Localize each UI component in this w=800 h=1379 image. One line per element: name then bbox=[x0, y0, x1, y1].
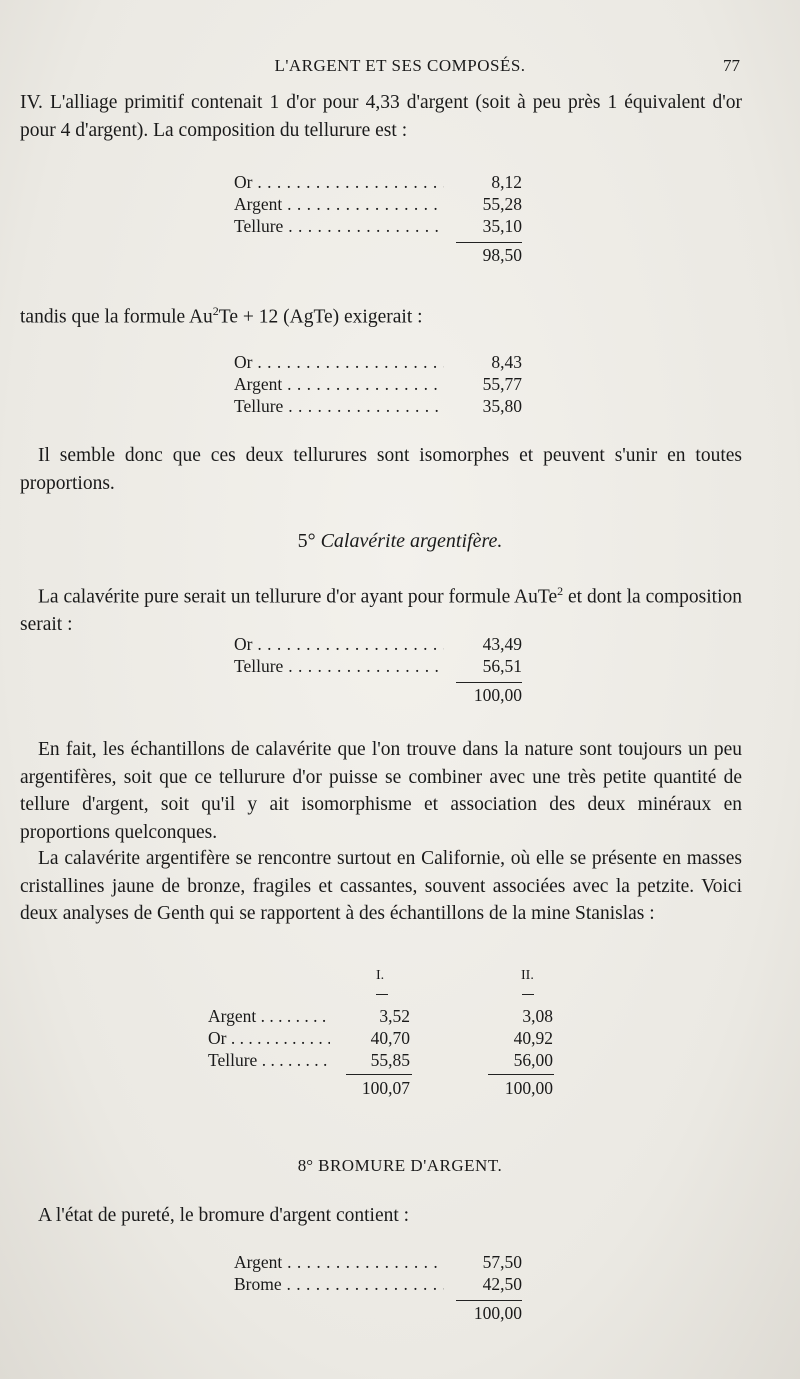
element-label: Tellure . . . bbox=[234, 396, 444, 417]
composition-row bbox=[234, 396, 522, 418]
section-heading-calaverite bbox=[0, 530, 800, 553]
composition-row bbox=[234, 172, 522, 194]
paragraph-isomorphism: Il semble donc que ces deux tellurures sont isomorphes et peuvent s'unir en toutes proportions. bbox=[20, 445, 742, 494]
formula-text: Te + 12 (AgTe) exigerait : bbox=[218, 306, 423, 328]
section-number: 5° bbox=[297, 530, 316, 552]
paragraph-alloy: IV. L'alliage primitif contenait 1 d'or pour 4,33 d'argent (soit à peu près 1 équivalent d'or pour 4 d'argent). La composition du tellurure est : bbox=[20, 92, 742, 141]
paragraph-text: La calavérite pure serait un tellurure d'or ayant pour formule AuTe bbox=[38, 586, 558, 608]
composition-row bbox=[234, 374, 522, 396]
element-value: 35,10 bbox=[482, 216, 522, 236]
element-label: Or . . . bbox=[234, 634, 444, 655]
element-label: Or . . . bbox=[234, 352, 444, 373]
analysis-header bbox=[208, 968, 553, 992]
section-title: BROMURE D'ARGENT. bbox=[318, 1156, 503, 1175]
section-number: 8° bbox=[297, 1156, 314, 1175]
composition-table-4 bbox=[234, 1252, 522, 1325]
element-value: 8,12 bbox=[491, 172, 522, 192]
analysis-value-2: 3,08 bbox=[522, 1006, 553, 1026]
paragraph-formula bbox=[20, 298, 742, 331]
element-label: Tellure . . . bbox=[234, 656, 444, 677]
element-value: 35,80 bbox=[482, 396, 522, 416]
total-value: 98,50 bbox=[482, 245, 522, 265]
analysis-value-2: 40,92 bbox=[513, 1028, 553, 1048]
composition-table-3 bbox=[234, 634, 522, 707]
composition-table-1 bbox=[234, 172, 522, 267]
paragraph-calaverite-pure bbox=[20, 578, 742, 639]
paragraph-california: La calavérite argentifère se rencontre surtout en Californie, où elle se présente en masses cristallines jaune de bronze, fragiles et cassantes, souvent associées avec la petzite. Voici deux analyses de Genth qui se rapportent à des échantillons de la mine Stanislas : bbox=[20, 848, 742, 924]
composition-row bbox=[234, 656, 522, 678]
paragraph-argentiferous: En fait, les échantillons de calavérite que l'on trouve dans la nature sont toujours un peu argentifères, soit que ce tellurure d'or puisse se combiner avec une très petite quantité de tellure d'argent, soit qu'il y ait isomorphisme et association des deux minéraux en proportions quelconques. bbox=[20, 739, 742, 843]
analysis-value-2: 56,00 bbox=[513, 1050, 553, 1070]
analysis-value-1: 3,52 bbox=[379, 1006, 410, 1026]
element-value: 55,77 bbox=[482, 374, 522, 394]
analysis-row bbox=[208, 1006, 553, 1028]
total-value: 100,00 bbox=[473, 1303, 522, 1323]
element-value: 56,51 bbox=[482, 656, 522, 676]
element-label: Brome . . . bbox=[234, 1274, 444, 1295]
element-value: 55,28 bbox=[482, 194, 522, 214]
header-dashes bbox=[208, 992, 553, 1006]
element-label: Argent . . . bbox=[234, 374, 444, 395]
element-label: Argent . . . bbox=[234, 194, 444, 215]
section-title: Calavérite argentifère. bbox=[320, 530, 503, 552]
composition-row bbox=[234, 634, 522, 656]
formula-superscript: 2 bbox=[557, 584, 564, 598]
formula-superscript: 2 bbox=[212, 304, 219, 318]
element-value: 42,50 bbox=[482, 1274, 522, 1294]
analysis-row bbox=[208, 1050, 553, 1072]
element-label: Argent . . . bbox=[208, 1006, 330, 1027]
analysis-total-2: 100,00 bbox=[504, 1078, 553, 1098]
composition-table-2 bbox=[234, 352, 522, 418]
column-header: I. bbox=[376, 968, 385, 983]
page-number: 77 bbox=[723, 56, 740, 75]
composition-row bbox=[234, 1252, 522, 1274]
running-header bbox=[0, 56, 800, 80]
element-value: 8,43 bbox=[491, 352, 522, 372]
analysis-value-1: 40,70 bbox=[370, 1028, 410, 1048]
composition-row bbox=[234, 194, 522, 216]
composition-total bbox=[234, 1301, 522, 1325]
paragraph-bromure: A l'état de pureté, le bromure d'argent contient : bbox=[38, 1205, 410, 1226]
section-heading-bromure bbox=[0, 1154, 800, 1177]
analysis-value-1: 55,85 bbox=[370, 1050, 410, 1070]
formula-text: tandis que la formule Au bbox=[20, 306, 213, 328]
genth-analysis-table bbox=[208, 968, 553, 1100]
composition-row bbox=[234, 216, 522, 238]
paragraph-text: et dont la composition serait : bbox=[20, 586, 743, 635]
analysis-row bbox=[208, 1028, 553, 1050]
column-header: II. bbox=[521, 968, 534, 983]
element-label: Or . . . bbox=[234, 172, 444, 193]
composition-row bbox=[234, 352, 522, 374]
composition-row bbox=[234, 1274, 522, 1296]
element-label: Or . . . bbox=[208, 1028, 330, 1049]
element-label: Argent . . . bbox=[234, 1252, 444, 1273]
analysis-totals bbox=[208, 1078, 553, 1100]
element-label: Tellure . . . bbox=[208, 1050, 330, 1071]
composition-total bbox=[234, 243, 522, 267]
total-value: 100,00 bbox=[473, 685, 522, 705]
element-label: Tellure . . . bbox=[234, 216, 444, 237]
composition-total bbox=[234, 683, 522, 707]
element-value: 43,49 bbox=[482, 634, 522, 654]
element-value: 57,50 bbox=[482, 1252, 522, 1272]
running-title: L'ARGENT ET SES COMPOSÉS. bbox=[274, 56, 526, 75]
analysis-total-1: 100,07 bbox=[361, 1078, 410, 1098]
